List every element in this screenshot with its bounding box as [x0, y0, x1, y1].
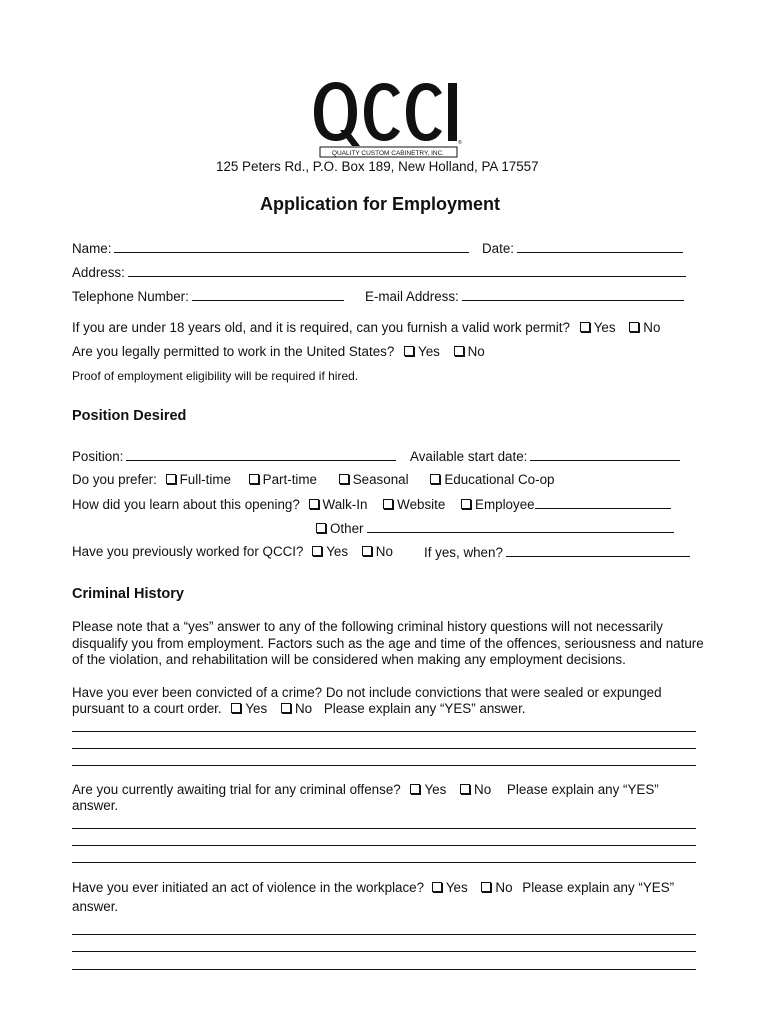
permitted-no-label: No: [467, 344, 485, 359]
q2-yes-checkbox[interactable]: [410, 784, 420, 794]
q3-answer-word: answer.: [72, 899, 119, 914]
q3-no-checkbox[interactable]: [481, 882, 491, 892]
under18-no-label: No: [643, 320, 661, 335]
q1-no-label: No: [294, 701, 313, 716]
q3-text: Have you ever initiated an act of violence in the workplace?: [72, 880, 425, 895]
company-logo: [312, 78, 462, 160]
seasonal-label: Seasonal: [352, 472, 409, 487]
other-label: Other: [330, 521, 364, 536]
other-field[interactable]: [367, 520, 674, 533]
address-field[interactable]: [128, 264, 686, 277]
q3-row: [72, 880, 674, 896]
previously-yes-checkbox[interactable]: [312, 546, 322, 556]
q3-yes-checkbox[interactable]: [432, 882, 442, 892]
q2-no-label: No: [474, 782, 492, 797]
position-heading: Position Desired: [72, 408, 187, 424]
part-time-label: Part-time: [262, 472, 317, 487]
part-time-checkbox[interactable]: [249, 474, 259, 484]
q2-answer-line-3[interactable]: [72, 862, 696, 863]
criminal-heading: Criminal History: [72, 586, 184, 602]
under18-question: [72, 320, 660, 336]
q2-answer-line-1[interactable]: [72, 828, 696, 829]
learn-label: How did you learn about this opening?: [72, 497, 300, 512]
proof-note: Proof of employment eligibility will be required if hired.: [72, 369, 359, 383]
name-field[interactable]: [114, 240, 469, 253]
prefer-row: [72, 472, 555, 488]
address-label: Address:: [72, 265, 125, 280]
q2-answer-word: answer.: [72, 798, 119, 813]
prefer-label: Do you prefer:: [72, 472, 157, 487]
q1-explain: Please explain any “YES” answer.: [323, 701, 526, 716]
q2-no-checkbox[interactable]: [460, 784, 470, 794]
q1-yes-checkbox[interactable]: [231, 703, 241, 713]
other-checkbox[interactable]: [316, 523, 326, 533]
q1-yes-label: Yes: [245, 701, 268, 716]
criminal-note: Please note that a “yes” answer to any of the following criminal history questions will not necessarily disqualify you from employment. Factors such as the age and time of the offences, seriousness and nature of the violation, and rehabilitation will be considered when making any employment decisions.: [72, 619, 704, 667]
q2-yes-label: Yes: [424, 782, 447, 797]
website-checkbox[interactable]: [383, 499, 393, 509]
if-yes-label: If yes, when?: [424, 545, 503, 560]
permitted-yes-checkbox[interactable]: [404, 346, 414, 356]
q2-row: [72, 782, 659, 798]
q1-line2-row: [72, 701, 526, 717]
qcci-logo-mark: [312, 78, 462, 160]
walk-in-label: Walk-In: [322, 497, 368, 512]
address-row: [72, 264, 686, 281]
telephone-label: Telephone Number:: [72, 289, 189, 304]
name-label: Name:: [72, 241, 112, 256]
telephone-field[interactable]: [192, 288, 344, 301]
q3-yes-label: Yes: [445, 880, 468, 895]
learn-row: [72, 496, 671, 513]
position-label: Position:: [72, 449, 124, 464]
under18-yes-checkbox[interactable]: [580, 322, 590, 332]
previously-label: Have you previously worked for QCCI?: [72, 544, 304, 559]
date-field[interactable]: [517, 240, 683, 253]
q1-line2-text: pursuant to a court order.: [72, 701, 222, 716]
under18-text: If you are under 18 years old, and it is required, can you furnish a valid work permit?: [72, 320, 570, 335]
walk-in-checkbox[interactable]: [309, 499, 319, 509]
full-time-label: Full-time: [179, 472, 231, 487]
q1-answer-line-2[interactable]: [72, 748, 696, 749]
previously-row: [72, 544, 393, 560]
previously-no-checkbox[interactable]: [362, 546, 372, 556]
date-row: [482, 240, 683, 257]
if-yes-field[interactable]: [506, 544, 690, 557]
employee-field[interactable]: [535, 496, 671, 509]
page-title: Application for Employment: [260, 194, 501, 214]
start-date-row: [410, 448, 680, 465]
logo-tagline: QUALITY CUSTOM CABINETRY, INC.: [331, 150, 445, 157]
permitted-yes-label: Yes: [418, 344, 440, 359]
date-label: Date:: [482, 241, 515, 256]
start-date-label: Available start date:: [410, 449, 528, 464]
co-op-checkbox[interactable]: [430, 474, 440, 484]
q1-no-checkbox[interactable]: [281, 703, 291, 713]
employee-checkbox[interactable]: [461, 499, 471, 509]
website-label: Website: [397, 497, 446, 512]
position-field[interactable]: [126, 448, 396, 461]
permitted-question: [72, 344, 485, 360]
if-yes-row: [424, 544, 690, 561]
q1-line1: Have you ever been convicted of a crime? Do not include convictions that were sealed or expunged: [72, 685, 662, 700]
permitted-text: Are you legally permitted to work in the United States?: [72, 344, 395, 359]
employee-label: Employee: [475, 497, 535, 512]
co-op-label: Educational Co-op: [444, 472, 555, 487]
telephone-row: [72, 288, 344, 305]
q3-answer-line-3[interactable]: [72, 969, 696, 970]
start-date-field[interactable]: [530, 448, 680, 461]
q3-no-label: No: [495, 880, 513, 895]
permitted-no-checkbox[interactable]: [454, 346, 464, 356]
email-field[interactable]: [462, 288, 684, 301]
q1-answer-line-1[interactable]: [72, 731, 696, 732]
full-time-checkbox[interactable]: [166, 474, 176, 484]
email-label: E-mail Address:: [365, 289, 459, 304]
q2-answer-line-2[interactable]: [72, 845, 696, 846]
q3-answer-line-2[interactable]: [72, 951, 696, 952]
svg-text:®: ®: [458, 140, 462, 146]
company-address: 125 Peters Rd., P.O. Box 189, New Holland, PA 17557: [216, 159, 539, 174]
email-row: [365, 288, 684, 305]
other-row: [316, 520, 674, 537]
previously-no-label: No: [375, 544, 393, 559]
previously-yes-label: Yes: [326, 544, 349, 559]
under18-yes-label: Yes: [593, 320, 616, 335]
name-row: [72, 240, 469, 257]
q3-answer-line-1[interactable]: [72, 934, 696, 935]
seasonal-checkbox[interactable]: [339, 474, 349, 484]
position-row: [72, 448, 396, 465]
q3-explain: Please explain any “YES”: [522, 880, 675, 895]
q2-text: Are you currently awaiting trial for any criminal offense?: [72, 782, 401, 797]
q1-answer-line-3[interactable]: [72, 765, 696, 766]
q2-explain: Please explain any “YES”: [506, 782, 659, 797]
under18-no-checkbox[interactable]: [629, 322, 639, 332]
